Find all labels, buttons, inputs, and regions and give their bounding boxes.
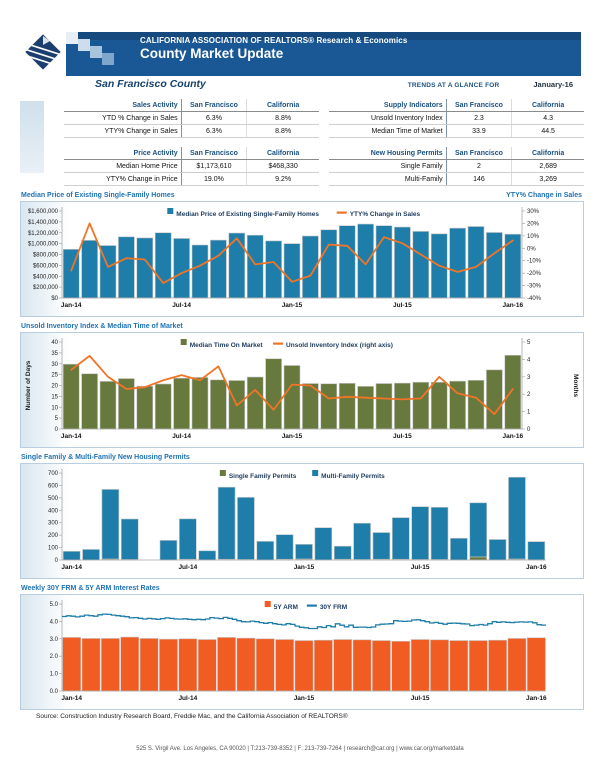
svg-text:Jan-15: Jan-15 xyxy=(293,564,315,571)
median-price-chart-box xyxy=(20,201,584,317)
svg-text:Jan-16: Jan-16 xyxy=(502,302,524,309)
section-title: Single Family & Multi-Family New Housing Permits xyxy=(21,454,190,461)
table-row xyxy=(329,112,584,125)
cell-value: 4.3 xyxy=(512,112,584,125)
svg-text:Jul-15: Jul-15 xyxy=(410,564,430,571)
section-interest-rates xyxy=(20,585,584,710)
column-header: San Francisco xyxy=(446,147,512,160)
interest-rates-chart-box xyxy=(20,594,584,710)
svg-text:Jul-14: Jul-14 xyxy=(178,564,198,571)
svg-text:$1,000,000: $1,000,000 xyxy=(27,241,58,248)
legend xyxy=(265,601,347,611)
table-row xyxy=(64,125,319,138)
svg-text:30: 30 xyxy=(51,361,58,368)
step-square xyxy=(78,39,90,51)
svg-text:Median Time On Market: Median Time On Market xyxy=(189,342,263,349)
svg-text:Months: Months xyxy=(572,373,579,398)
svg-text:0%: 0% xyxy=(527,246,536,253)
cell-value: 33.9 xyxy=(446,125,512,138)
x-axis-labels xyxy=(61,695,547,702)
section-housing-permits xyxy=(20,454,584,579)
svg-text:Jul-14: Jul-14 xyxy=(172,433,191,440)
x-axis-labels xyxy=(61,564,547,571)
column-header: California xyxy=(512,99,584,112)
x-axis-labels xyxy=(61,433,524,440)
svg-text:20: 20 xyxy=(51,383,58,390)
svg-text:10: 10 xyxy=(51,405,58,412)
price-activity-table xyxy=(64,147,319,186)
svg-text:Jul-15: Jul-15 xyxy=(393,433,412,440)
svg-text:700: 700 xyxy=(47,471,58,477)
svg-text:Jul-15: Jul-15 xyxy=(393,302,412,309)
cell-value: 44.5 xyxy=(512,125,584,138)
svg-text:-10%: -10% xyxy=(527,258,542,265)
svg-text:100: 100 xyxy=(47,545,58,552)
row-label: Multi-Family xyxy=(329,173,446,186)
svg-text:$1,400,000: $1,400,000 xyxy=(27,219,58,226)
svg-text:5: 5 xyxy=(54,416,58,423)
svg-text:3: 3 xyxy=(527,374,531,381)
section-title-right: YTY% Change in Sales xyxy=(506,192,582,199)
table-row xyxy=(329,160,584,173)
report-period: January-16 xyxy=(533,80,573,89)
svg-text:200: 200 xyxy=(47,533,58,540)
svg-text:$0: $0 xyxy=(51,296,58,302)
column-header: California xyxy=(247,147,319,160)
row-label: YTY% Change in Sales xyxy=(64,125,181,138)
svg-text:Jan-14: Jan-14 xyxy=(61,695,82,702)
svg-text:Jul-14: Jul-14 xyxy=(178,695,198,702)
row-label: Median Home Price xyxy=(64,160,181,173)
column-header: San Francisco xyxy=(181,147,247,160)
svg-text:10%: 10% xyxy=(527,233,540,240)
column-header: California xyxy=(247,99,319,112)
unsold-inventory-chart-box xyxy=(20,332,584,448)
section-title: Weekly 30Y FRM & 5Y ARM Interest Rates xyxy=(21,585,160,592)
svg-text:25: 25 xyxy=(51,372,58,379)
svg-text:5Y ARM: 5Y ARM xyxy=(273,604,298,611)
cell-value: 19.0% xyxy=(181,173,247,186)
svg-text:30%: 30% xyxy=(527,209,540,215)
svg-text:Jul-14: Jul-14 xyxy=(172,302,191,309)
svg-text:5.0: 5.0 xyxy=(49,602,58,608)
cell-value: 8.8% xyxy=(247,125,319,138)
row-label: Single Family xyxy=(329,160,446,173)
svg-text:40: 40 xyxy=(51,340,58,346)
svg-text:Number of Days: Number of Days xyxy=(25,360,32,411)
5y-arm-bars xyxy=(63,637,546,691)
svg-text:Median Price of Existing Singl: Median Price of Existing Single-Family Homes xyxy=(176,211,319,218)
report-header xyxy=(20,28,584,94)
svg-text:3.0: 3.0 xyxy=(49,636,58,643)
step-square xyxy=(66,32,78,44)
svg-text:Multi-Family Permits: Multi-Family Permits xyxy=(321,473,385,480)
svg-text:Jan-15: Jan-15 xyxy=(293,695,315,702)
report-title: County Market Update xyxy=(140,46,284,61)
cell-value: 6.3% xyxy=(181,112,247,125)
svg-text:0: 0 xyxy=(527,427,531,433)
cell-value: $1,173,610 xyxy=(181,160,247,173)
organization-line: CALIFORNIA ASSOCIATION OF REALTORS® Research & Economics xyxy=(140,36,408,45)
county-name: San Francisco County xyxy=(95,78,206,90)
table-title: Price Activity xyxy=(64,147,181,160)
svg-text:YTY% Change in Sales: YTY% Change in Sales xyxy=(349,211,421,218)
svg-text:Jan-16: Jan-16 xyxy=(526,564,547,571)
cell-value: 3,269 xyxy=(512,173,584,186)
svg-text:$200,000: $200,000 xyxy=(32,285,58,292)
svg-text:600: 600 xyxy=(47,483,58,490)
row-label: YTD % Change in Sales xyxy=(64,112,181,125)
cell-value: 146 xyxy=(446,173,512,186)
table-row xyxy=(64,173,319,186)
housing-permits-chart-box xyxy=(20,463,584,579)
car-logo xyxy=(20,28,66,76)
table-title: Supply Indicators xyxy=(329,99,446,112)
svg-text:$1,200,000: $1,200,000 xyxy=(27,230,58,237)
cell-value: 2 xyxy=(446,160,512,173)
header-banner xyxy=(46,32,581,76)
svg-text:-20%: -20% xyxy=(527,271,542,278)
cell-value: $468,330 xyxy=(247,160,319,173)
cell-value: 9.2% xyxy=(247,173,319,186)
svg-text:1: 1 xyxy=(527,409,531,416)
car-logo-icon xyxy=(23,32,63,72)
svg-text:Jan-15: Jan-15 xyxy=(281,433,303,440)
svg-text:$400,000: $400,000 xyxy=(32,274,58,281)
interest-rates-chart xyxy=(22,596,580,708)
column-header: California xyxy=(512,147,584,160)
footer-contact-line: 525 S. Virgil Ave. Los Angeles, CA 90020 | T:213-739-8352 | F: 213-739-7264 | research@car.org | www.car.org/marketdata xyxy=(136,746,464,752)
table-title: Sales Activity xyxy=(64,99,181,112)
svg-text:4.0: 4.0 xyxy=(49,619,58,626)
svg-text:5: 5 xyxy=(527,340,531,346)
legend xyxy=(167,208,420,218)
svg-text:0: 0 xyxy=(54,427,58,433)
cell-value: 2.3 xyxy=(446,112,512,125)
table-row xyxy=(64,160,319,173)
svg-text:Jan-14: Jan-14 xyxy=(61,564,82,571)
row-label: Unsold Inventory Index xyxy=(329,112,446,125)
summary-tables xyxy=(20,99,584,186)
step-square xyxy=(90,46,102,58)
svg-text:0.0: 0.0 xyxy=(49,689,58,695)
left-accent-strip xyxy=(20,101,44,173)
housing-permits-chart xyxy=(22,465,580,577)
svg-text:-30%: -30% xyxy=(527,283,542,290)
svg-text:20%: 20% xyxy=(527,221,540,228)
section-unsold-inventory xyxy=(20,323,584,448)
svg-text:4: 4 xyxy=(527,357,531,364)
svg-text:Jan-16: Jan-16 xyxy=(526,695,547,702)
column-header: San Francisco xyxy=(446,99,512,112)
svg-text:Single Family Permits: Single Family Permits xyxy=(228,473,297,480)
section-title: Median Price of Existing Single-Family Homes xyxy=(21,192,175,199)
sales-activity-table xyxy=(64,99,319,138)
section-median-price xyxy=(20,192,584,317)
svg-text:$600,000: $600,000 xyxy=(32,263,58,270)
svg-text:Jan-15: Jan-15 xyxy=(281,302,303,309)
svg-text:Jan-14: Jan-14 xyxy=(60,302,82,309)
x-axis-labels xyxy=(61,302,524,309)
svg-text:Jul-15: Jul-15 xyxy=(410,695,430,702)
svg-text:2.0: 2.0 xyxy=(49,654,58,661)
new-housing-permits-table xyxy=(329,147,584,186)
svg-text:35: 35 xyxy=(51,350,58,357)
trends-label: TRENDS AT A GLANCE FOR xyxy=(407,82,500,89)
table-row xyxy=(64,112,319,125)
cell-value: 8.8% xyxy=(247,112,319,125)
svg-text:2: 2 xyxy=(527,392,531,399)
source-line: Source: Construction Industry Research Board, Freddie Mac, and the California Association of REALTORS® xyxy=(36,713,348,720)
svg-text:$800,000: $800,000 xyxy=(32,252,58,259)
svg-text:$1,600,000: $1,600,000 xyxy=(27,209,58,215)
svg-text:0: 0 xyxy=(54,558,58,564)
30y-frm-line xyxy=(62,614,546,628)
svg-text:1.0: 1.0 xyxy=(49,671,58,678)
svg-text:500: 500 xyxy=(47,495,58,502)
table-row xyxy=(329,125,584,138)
svg-text:15: 15 xyxy=(51,394,58,401)
row-label: YTY% Change in Price xyxy=(64,173,181,186)
step-squares-decoration xyxy=(66,30,126,76)
svg-text:-40%: -40% xyxy=(527,296,542,302)
svg-text:Jan-14: Jan-14 xyxy=(60,433,82,440)
cell-value: 6.3% xyxy=(181,125,247,138)
svg-text:400: 400 xyxy=(47,508,58,515)
multi-family-permits-bars xyxy=(63,477,545,560)
svg-text:Jan-16: Jan-16 xyxy=(502,433,524,440)
legend xyxy=(220,470,385,480)
cell-value: 2,689 xyxy=(512,160,584,173)
table-row xyxy=(329,173,584,186)
column-header: San Francisco xyxy=(181,99,247,112)
supply-indicators-table xyxy=(329,99,584,138)
svg-text:30Y FRM: 30Y FRM xyxy=(319,604,348,611)
median-price-chart xyxy=(22,203,580,315)
unsold-inventory-chart xyxy=(22,334,580,446)
svg-text:Unsold Inventory Index (right: Unsold Inventory Index (right axis) xyxy=(286,342,393,349)
median-time-on-market-bars xyxy=(63,355,521,429)
row-label: Median Time of Market xyxy=(329,125,446,138)
legend xyxy=(181,339,393,349)
svg-text:300: 300 xyxy=(47,520,58,527)
median-price-of-existing-single-family-homes-bars xyxy=(63,224,521,298)
section-title: Unsold Inventory Index & Median Time of Market xyxy=(21,323,183,330)
table-title: New Housing Permits xyxy=(329,147,446,160)
county-row xyxy=(20,78,581,90)
step-square xyxy=(102,53,114,65)
